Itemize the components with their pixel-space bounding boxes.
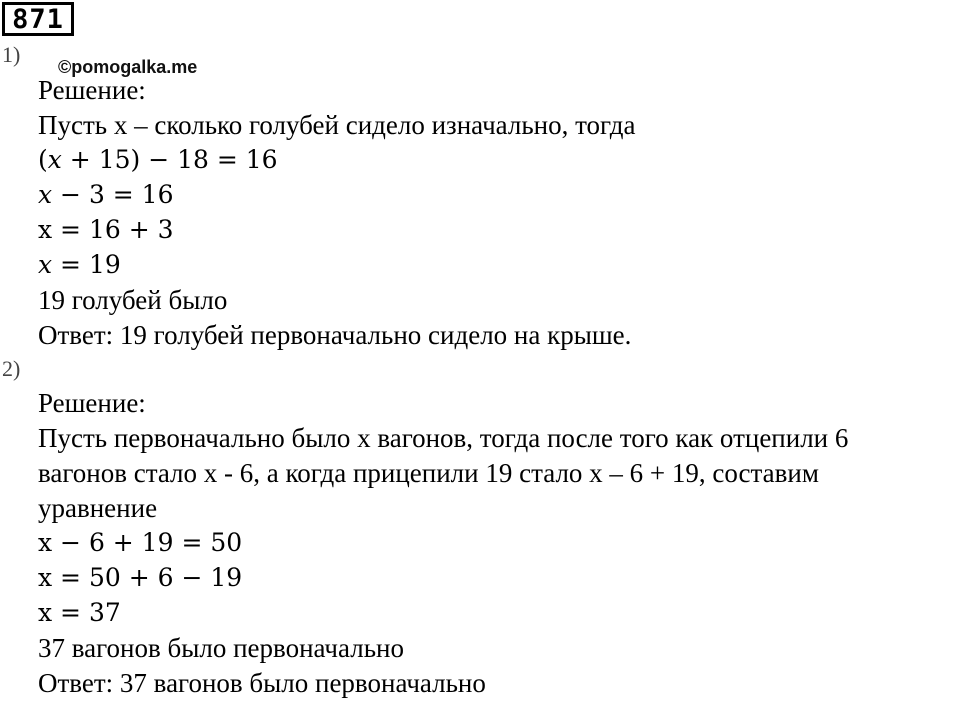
part-1-equation: x = 16 + 3 (38, 215, 174, 244)
part-2-answer: Ответ: 37 вагонов было первоначально (38, 668, 486, 698)
part-2-line: Пусть первоначально было x вагонов, тогда после того как отцепили 6 (38, 423, 849, 453)
part-1-equation: (𝑥 + 15) − 18 = 16 (38, 145, 278, 174)
part-2-solution-heading: Решение: (38, 388, 146, 418)
part-2-line: вагонов стало x - 6, а когда прицепили 19 стало x – 6 + 19, составим (38, 458, 819, 488)
part-1-equation: 𝑥 = 19 (38, 250, 121, 279)
problem-number-box (2, 2, 74, 36)
part-1-line: 19 голубей было (38, 285, 228, 315)
part-2-equation: x = 37 (38, 598, 121, 627)
part-2-line: 37 вагонов было первоначально (38, 633, 404, 663)
part-2-label: 2) (2, 356, 21, 381)
part-1-equation: 𝑥 − 3 = 16 (38, 180, 174, 209)
part-1-label: 1) (2, 42, 21, 67)
part-2-equation: x − 6 + 19 = 50 (38, 528, 243, 557)
part-1-answer: Ответ: 19 голубей первоначально сидело на крыше. (38, 320, 632, 350)
part-1-solution-heading: Решение: (38, 75, 146, 105)
part-2-equation: x = 50 + 6 − 19 (38, 563, 243, 592)
problem-number: 871 (12, 3, 64, 35)
part-2-line: уравнение (38, 493, 158, 523)
part-1-line: Пусть x – сколько голубей сидело изначально, тогда (38, 110, 636, 140)
watermark: ©pomogalka.me (58, 57, 198, 77)
